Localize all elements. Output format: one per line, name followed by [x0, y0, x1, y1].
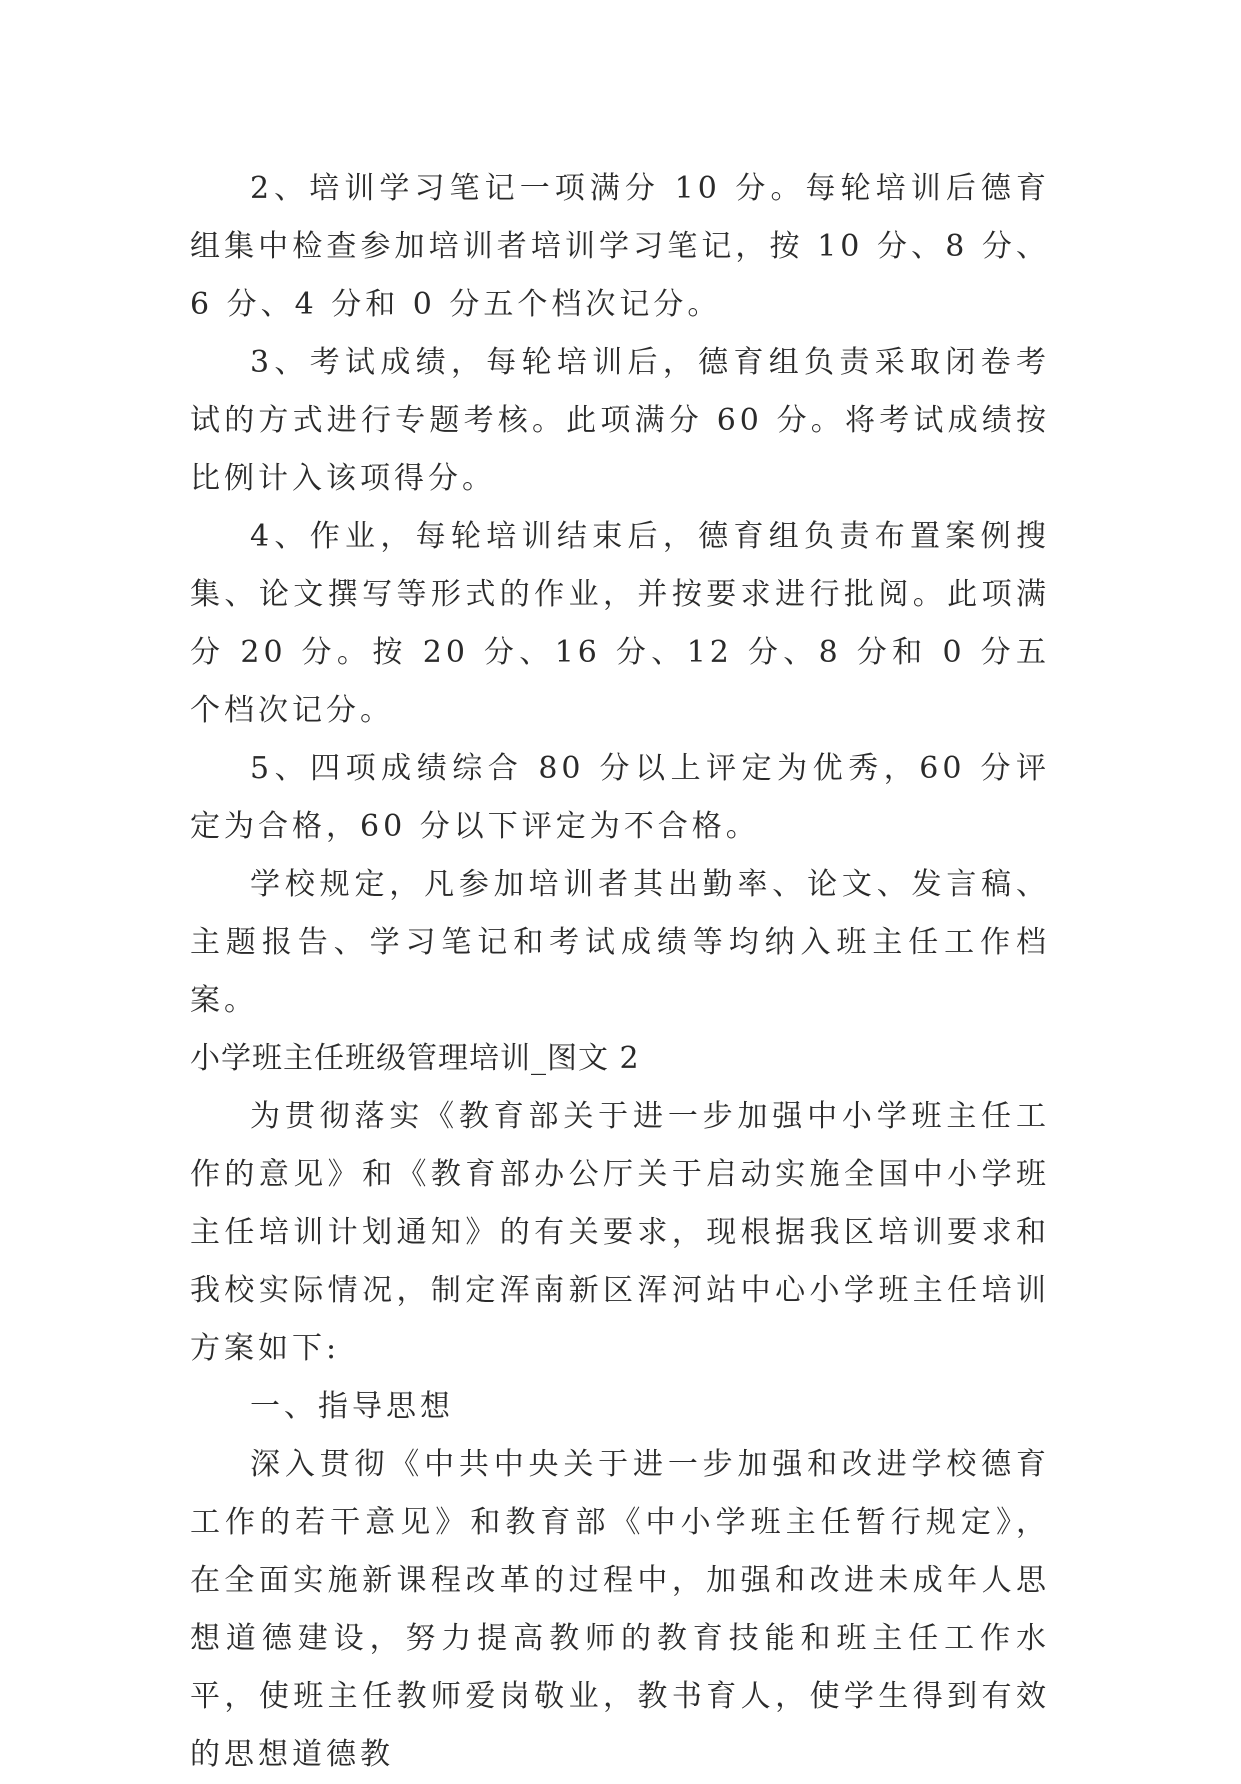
paragraph-school-rule: 学校规定，凡参加培训者其出勤率、论文、发言稿、主题报告、学习笔记和考试成绩等均纳入班主任工作档案。 — [190, 867, 1050, 1018]
section-title: 小学班主任班级管理培训_图文 2 — [190, 1041, 640, 1076]
paragraph-intro: 为贯彻落实《教育部关于进一步加强中小学班主任工作的意见》和《教育部办公厅关于启动实施全国中小学班主任培训计划通知》的有关要求，现根据我区培训要求和我校实际情况，制定浑南新区浑河站中心小学班主任培训方案如下: — [190, 1099, 1050, 1366]
paragraph-guiding-thought: 深入贯彻《中共中央关于进一步加强和改进学校德育工作的若干意见》和教育部《中小学班主任暂行规定》，在全面实施新课程改革的过程中，加强和改进未成年人思想道德建设，努力提高教师的教育技能和班主任工作水平，使班主任教师爱岗敬业，教书育人，使学生得到有效的思想道德教 — [190, 1447, 1050, 1772]
paragraph-total-evaluation: 5、四项成绩综合 80 分以上评定为优秀，60 分评定为合格，60 分以下评定为不合格。 — [190, 751, 1050, 844]
subheading-guiding-thought: 一、指导思想 — [250, 1389, 454, 1424]
document-body — [190, 160, 1050, 1784]
paragraph-exam-score: 3、考试成绩，每轮培训后，德育组负责采取闭卷考试的方式进行专题考核。此项满分 60 分。将考试成绩按比例计入该项得分。 — [190, 345, 1050, 496]
paragraph-homework-score: 4、作业，每轮培训结束后，德育组负责布置案例搜集、论文撰写等形式的作业，并按要求进行批阅。此项满分 20 分。按 20 分、16 分、12 分、8 分和 0 分五个档次记分。 — [190, 519, 1050, 728]
paragraph-notes-score: 2、培训学习笔记一项满分 10 分。每轮培训后德育组集中检查参加培训者培训学习笔记，按 10 分、8 分、6 分、4 分和 0 分五个档次记分。 — [190, 171, 1050, 322]
